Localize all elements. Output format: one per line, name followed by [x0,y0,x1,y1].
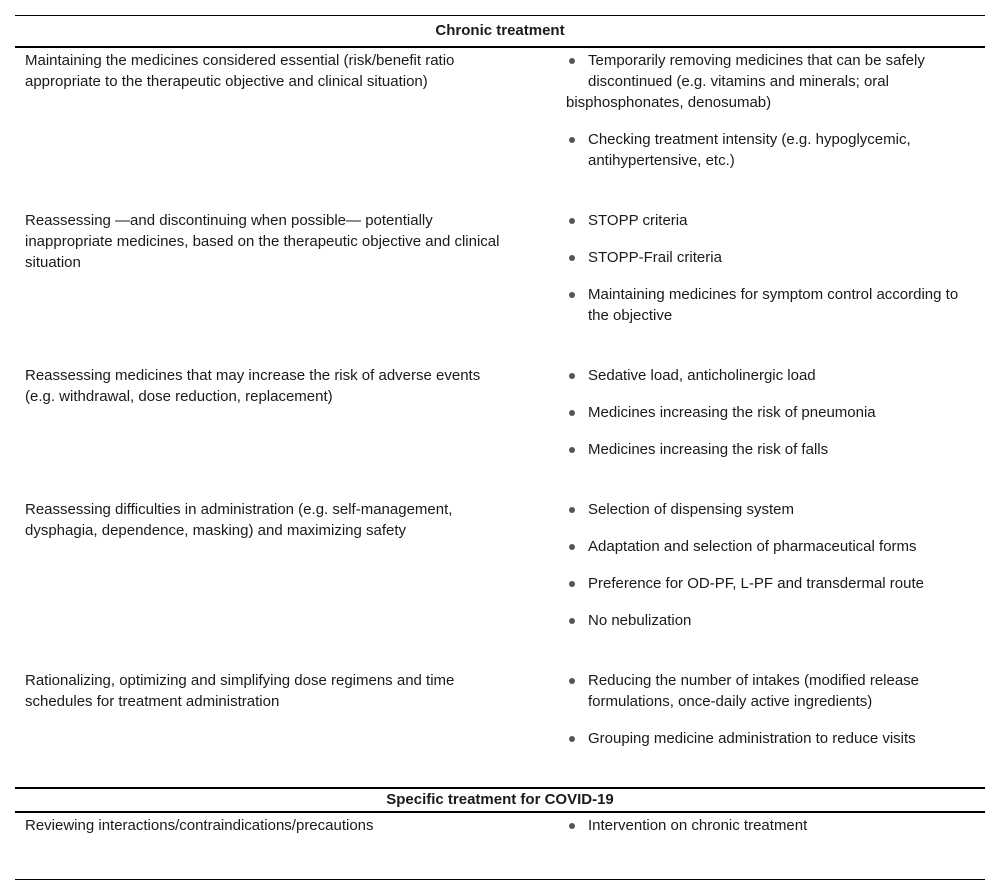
bullet-icon [569,292,575,298]
table-row-action: Reviewing interactions/contraindications/precautions [25,817,374,834]
table-row-items [566,50,966,171]
table-row-items [566,815,966,836]
list-item-text: STOPP criteria [588,212,688,229]
section-header-rule [15,811,985,813]
bullet-icon [569,255,575,261]
bullet-icon [569,373,575,379]
list-item-text: Medicines increasing the risk of falls [588,441,829,458]
list-item-text-continuation: bisphosphonates, denosumab) [566,94,772,111]
bullet-icon [569,678,575,684]
list-item [566,247,966,268]
bullet-icon [569,581,575,587]
table-row-items [566,499,966,631]
bullet-icon [569,736,575,742]
bullet-icon [569,410,575,416]
list-item-text: Medicines increasing the risk of pneumonia [588,404,876,421]
list-item [566,573,966,594]
list-item [566,670,966,712]
bullet-icon [569,507,575,513]
table-row-action: Reassessing —and discontinuing when possible— potentially inappropriate medicines, based on the therapeutic objective and clinical situation [25,212,500,271]
list-item [566,210,966,231]
table-row-items [566,210,966,326]
list-item-text: Intervention on chronic treatment [588,817,808,834]
bullet-icon [569,218,575,224]
list-item-text: Grouping medicine administration to reduce visits [588,730,916,747]
list-item [566,284,966,326]
bullet-icon [569,544,575,550]
list-item [566,728,966,749]
section-header-chronic: Chronic treatment [435,22,565,39]
list-item [566,815,966,836]
table-row-action: Maintaining the medicines considered essential (risk/benefit ratio appropriate to the therapeutic objective and clinical situation) [25,52,455,90]
section-header-rule [15,46,985,48]
bullet-icon [569,447,575,453]
list-item [566,365,966,386]
table-row-items [566,670,966,749]
bullet-icon [569,58,575,64]
list-item-text: Checking treatment intensity (e.g. hypoglycemic, antihypertensive, etc.) [588,131,911,169]
table-row-action: Reassessing difficulties in administration (e.g. self-management, dysphagia, dependence, masking) and maximizing safety [25,501,453,539]
list-item-text: No nebulization [588,612,692,629]
list-item-text: Selection of dispensing system [588,501,794,518]
list-item-text: Reducing the number of intakes (modified release formulations, once-daily active ingredients) [588,672,920,710]
bullet-icon [569,137,575,143]
list-item [566,499,966,520]
list-item-text: STOPP-Frail criteria [588,249,722,266]
list-item-text: Adaptation and selection of pharmaceutical forms [588,538,917,555]
list-item-text: Sedative load, anticholinergic load [588,367,816,384]
list-item-text: Preference for OD-PF, L-PF and transdermal route [588,575,924,592]
table-row-action: Reassessing medicines that may increase the risk of adverse events (e.g. withdrawal, dose reduction, replacement) [25,367,481,405]
list-item-text: Maintaining medicines for symptom control according to the objective [588,286,959,324]
list-item [566,439,966,460]
section-header-covid: Specific treatment for COVID-19 [386,791,614,808]
list-item [566,536,966,557]
list-item [566,610,966,631]
bullet-icon [569,618,575,624]
table-row-items [566,365,966,460]
table-row-action: Rationalizing, optimizing and simplifying dose regimens and time schedules for treatment administration [25,672,455,710]
list-item [566,129,966,171]
section-top-rule [15,787,985,789]
list-item [566,50,966,113]
table-bottom-rule [15,879,985,880]
table-top-rule [15,15,985,16]
list-item [566,402,966,423]
bullet-icon [569,823,575,829]
list-item-text: Temporarily removing medicines that can be safely discontinued (e.g. vitamins and minerals; oral [588,52,925,90]
